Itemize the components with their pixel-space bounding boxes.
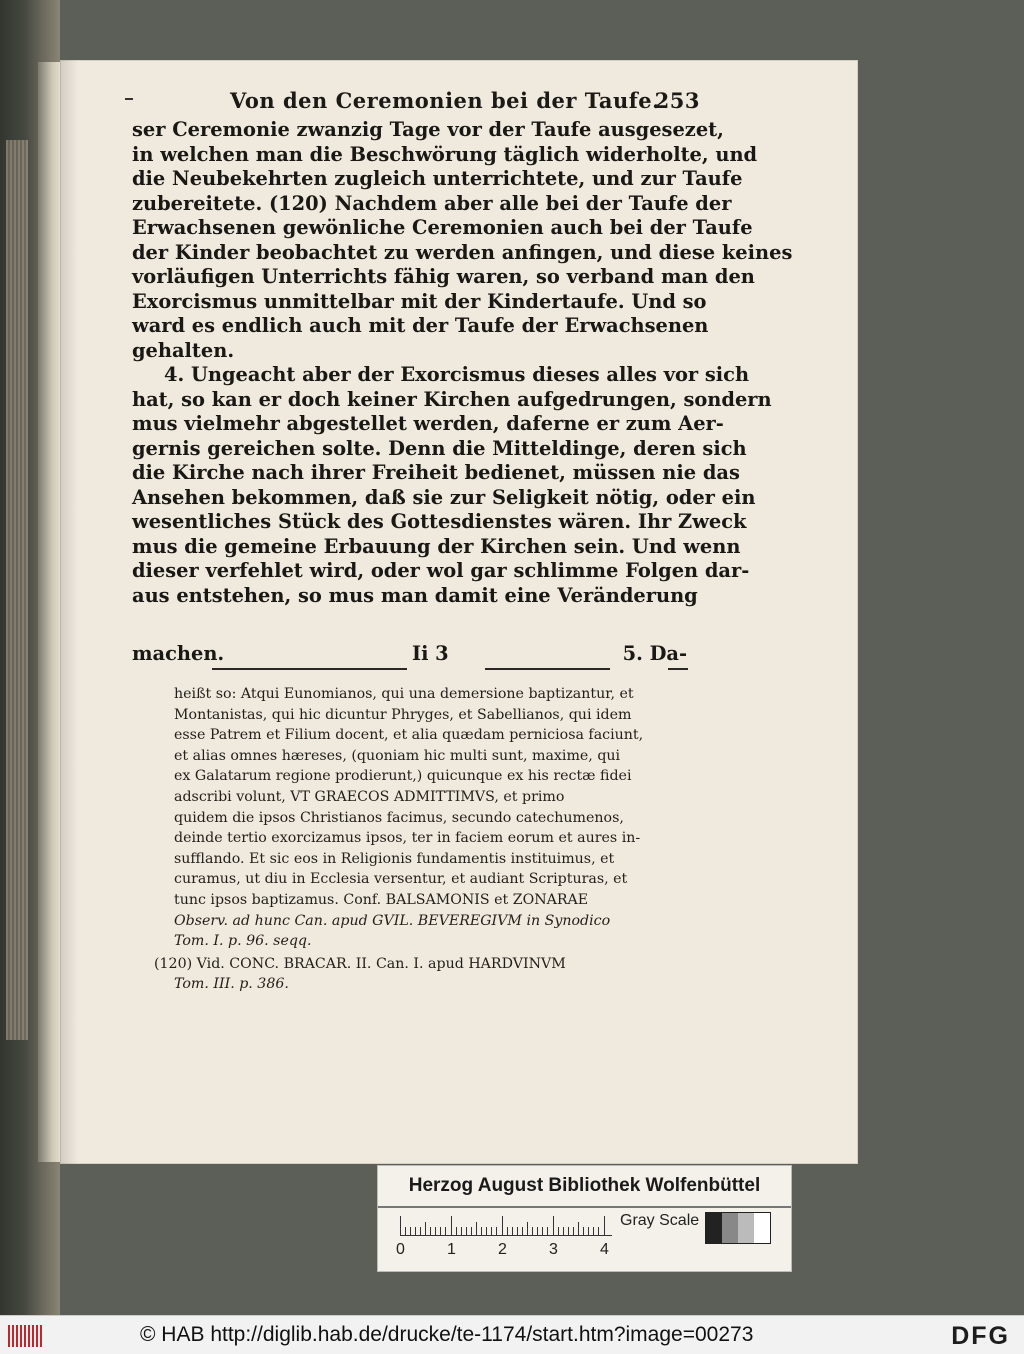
text-line: Exorcismus unmittelbar mit der Kindertaufe. Und so [132, 289, 707, 313]
footnote-line: heißt so: Atqui Eunomianos, qui una demersione baptizantur, et [174, 686, 634, 702]
text-line: aus entstehen, so mus man damit eine Veränderung [132, 583, 698, 607]
text-line: zubereitete. (120) Nachdem aber alle bei der Taufe der [132, 191, 732, 215]
footnote-line: Observ. ad hunc Can. apud GVIL. BEVEREGIVM in Synodico [174, 912, 611, 929]
text-line: mus vielmehr abgestellet werden, daferne er zum Aer- [132, 412, 724, 435]
footnote-line: quidem die ipsos Christianos facimus, secundo catechumenos, [174, 809, 624, 826]
last-line [132, 642, 687, 670]
footnote-line: Tom. I. p. 96. seqq. [174, 933, 312, 950]
text-line: die Neubekehrten zugleich unterrichtete, und zur Taufe [132, 167, 743, 190]
dfg-logo: DFG [951, 1322, 1010, 1350]
text-line: gernis gereichen solte. Denn die Mitteldinge, deren sich [132, 436, 747, 460]
separator-rule [485, 668, 610, 670]
library-name: Herzog August Bibliothek Wolfenbüttel [408, 1175, 761, 1196]
text-line: dieser verfehlet wird, oder wol gar schlimme Folgen dar- [132, 559, 750, 582]
separator-rule [212, 668, 407, 670]
footnote-line: esse Patrem et Filium docent, et alia quædam perniciosa faciunt, [174, 727, 644, 744]
text-line: gehalten. [132, 338, 235, 362]
text-line: Ansehen bekommen, daß sie zur Seligkeit nötig, oder ein [132, 485, 756, 509]
footnote-line: curamus, ut diu in Ecclesia versentur, et audiant Scripturas, et [174, 871, 628, 888]
catchword: 5. Da- [622, 642, 687, 665]
text-line: ward es endlich auch mit der Taufe der Erwachsenen [132, 314, 709, 337]
main-text [132, 118, 793, 608]
footnote-line: sufflando. Et sic eos in Religionis fundamentis instituimus, et [174, 850, 615, 867]
scale-ruler [400, 1214, 612, 1236]
text-line: vorläufigen Unterrichts fähig waren, so verband man den [132, 265, 755, 288]
scale-number: 2 [498, 1241, 507, 1258]
text-line: in welchen man die Beschwörung täglich widerholte, und [132, 142, 758, 166]
gray-scale-swatch [705, 1212, 771, 1244]
text-line: ser Ceremonie zwanzig Tage vor der Taufe ausgesezet, [132, 118, 724, 141]
footnote-line: et alias omnes hæreses, (quoniam hic multi sunt, maxime, qui [174, 747, 621, 764]
footnote-line: tunc ipsos baptizamus. Conf. BALSAMONIS et ZONARAE [174, 891, 589, 908]
scale-number: 4 [600, 1241, 609, 1258]
footnote-line: adscribi volunt, VT GRAECOS ADMITTIMVS, et primo [174, 788, 565, 805]
card-divider [378, 1206, 791, 1208]
text-line: Erwachsenen gewönliche Ceremonien auch bei der Taufe [132, 216, 753, 239]
scale-number: 1 [447, 1241, 456, 1258]
last-word: machen. [132, 642, 225, 665]
text-line: mus die gemeine Erbauung der Kirchen sein. Und wenn [132, 534, 741, 558]
viewer-footer [0, 1315, 1024, 1354]
book-gutter [38, 62, 62, 1162]
scale-number: 0 [396, 1241, 405, 1258]
footnote-120-cont: Tom. III. p. 386. [174, 976, 289, 993]
footnotes [132, 684, 687, 995]
ruler-baseline [400, 1235, 612, 1236]
copyright-link[interactable]: © HAB http://diglib.hab.de/drucke/te-1174/start.htm?image=00273 [140, 1323, 754, 1346]
separator-rule [668, 668, 688, 670]
header-mark [125, 98, 133, 100]
footnote-line: deinde tertio exorcizamus ipsos, ter in faciem eorum et aures in- [174, 830, 641, 847]
signature-mark: Ii 3 [412, 642, 449, 665]
text-line: wesentliches Stück des Gottesdienstes wären. Ihr Zweck [132, 510, 747, 533]
running-title: Von den Ceremonien bei der Taufe. [230, 88, 660, 113]
text-line: die Kirche nach ihrer Freiheit bedienet, müssen nie das [132, 461, 740, 484]
footnote-line: ex Galatarum regione prodierunt,) quicunque ex his rectæ fidei [174, 768, 632, 785]
footnote-line: Montanistas, qui hic dicuntur Phryges, et Sabellianos, qui idem [174, 706, 632, 723]
text-line: 4. Ungeacht aber der Exorcismus dieses alles vor sich [164, 363, 750, 386]
scale-number: 3 [549, 1241, 558, 1258]
gray-scale-label: Gray Scale [620, 1212, 700, 1229]
hab-logo-icon [8, 1325, 44, 1347]
text-line: der Kinder beobachtet zu werden anfingen, und diese keines [132, 240, 793, 264]
page-number: 253 [654, 88, 700, 113]
text-line: hat, so kan er doch keiner Kirchen aufgedrungen, sondern [132, 387, 772, 411]
footnote-120: (120) Vid. CONC. BRACAR. II. Can. I. apud HARDVINVM [154, 955, 566, 972]
color-target-card [377, 1165, 792, 1272]
page-stack-edges [6, 140, 28, 1040]
